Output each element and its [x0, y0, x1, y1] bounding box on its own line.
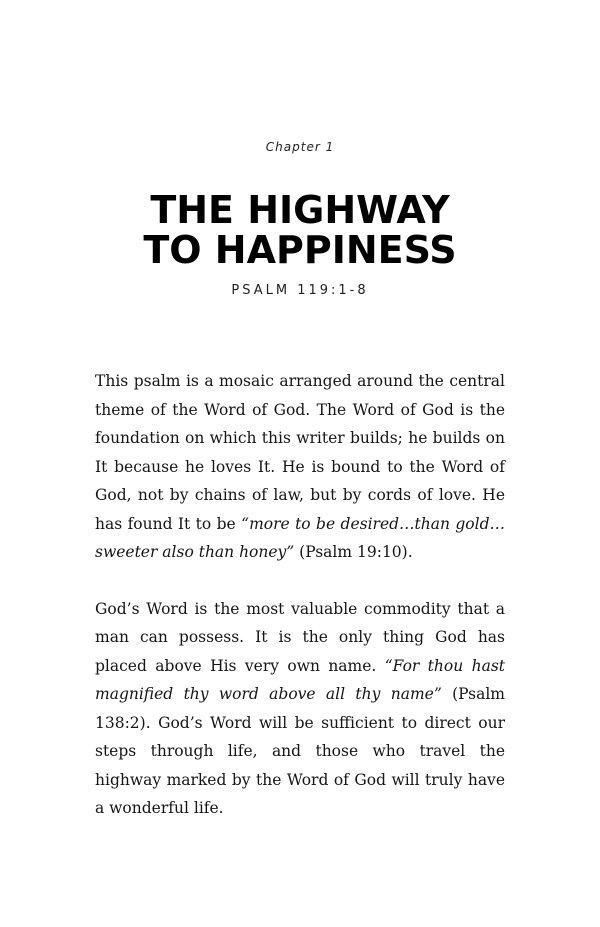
paragraph-2-text: God’s Word is the most valuable commodity that a man can possess. It is the only thing God has placed above His very own name. — [95, 599, 505, 675]
paragraph-1-citation: (Psalm 19:10). — [294, 543, 413, 561]
paragraph-1 — [95, 367, 505, 567]
paragraph-2-quote: “For thou hast magnified thy word above all thy name” — [95, 656, 505, 703]
chapter-label: Chapter 1 — [265, 140, 335, 154]
paragraph-2 — [95, 595, 505, 823]
paragraph-1-quote: “more to be desired…than gold…sweeter also than honey” — [95, 514, 506, 561]
chapter-body — [95, 367, 505, 851]
paragraph-1-text: This psalm is a mosaic arranged around the central theme of the Word of God. The Word of God is the foundation on which this writer builds; he builds on It because he loves It. He is bound to the Word of God, not by chains of law, but by cords of love. He has found It to be — [95, 372, 505, 533]
paragraph-2-continuation: (Psalm 138:2). God’s Word will be sufficient to direct our steps through life, and those who travel the highway marked by the Word of God will truly have a wonderful life. — [95, 685, 506, 817]
chapter-title — [0, 190, 600, 270]
chapter-title-line-2: TO HAPPINESS — [143, 228, 457, 272]
chapter-title-line-1: THE HIGHWAY — [150, 188, 450, 232]
scripture-reference: PSALM 119:1-8 — [231, 283, 369, 298]
